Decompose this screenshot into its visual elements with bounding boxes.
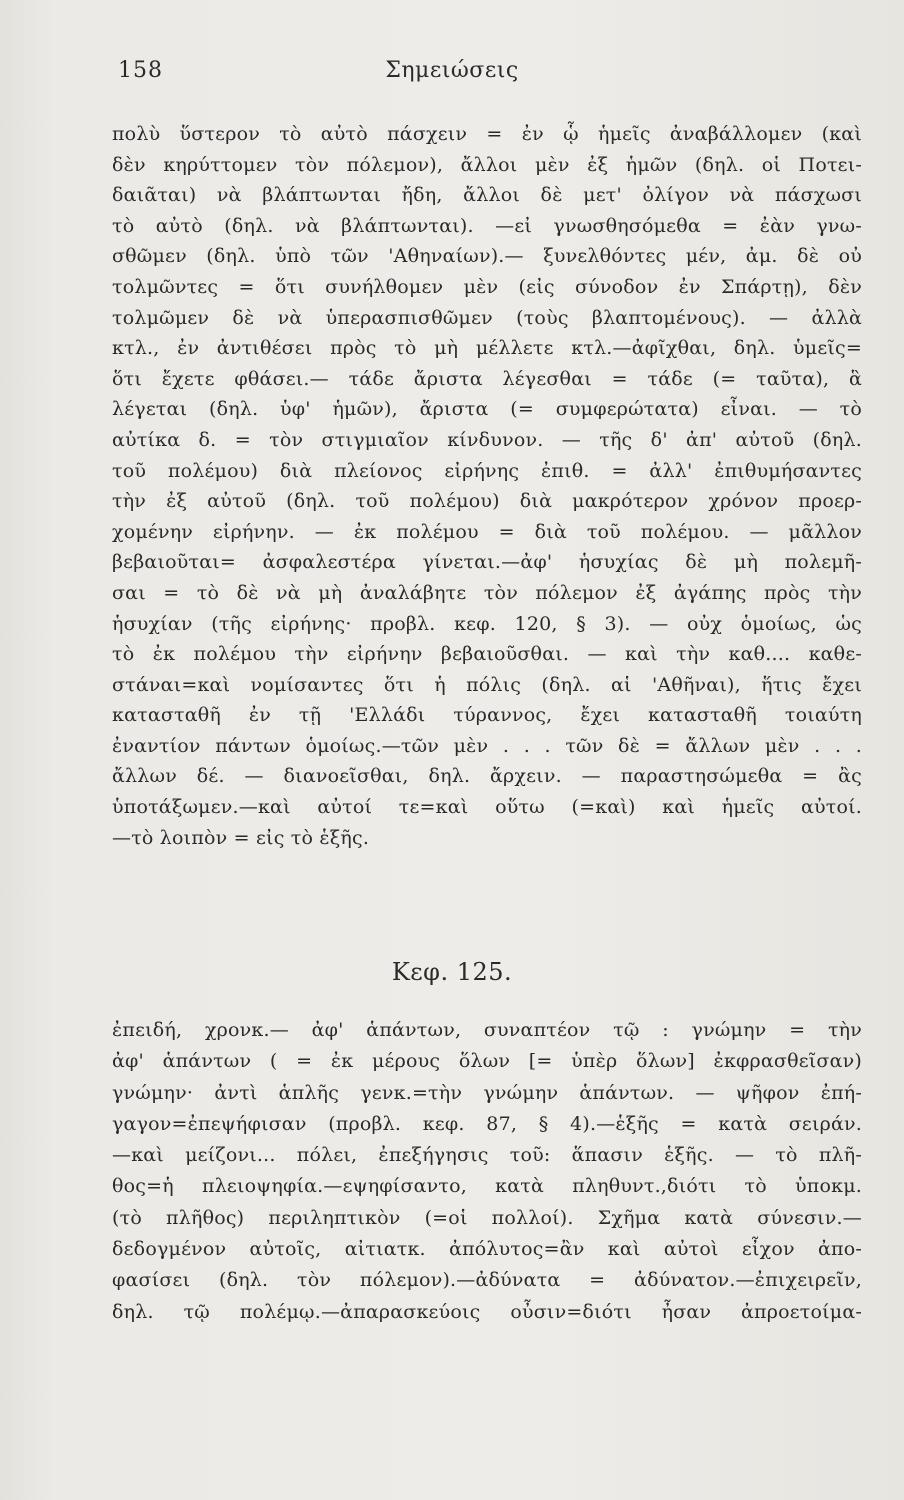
- text-line: κτλ., ἐν ἀντιθέσει πρὸς τὸ μὴ μέλλετε κτλ.—ἀφῖχθαι, δηλ. ὑμεῖς=: [112, 337, 862, 360]
- page-header: [0, 58, 904, 98]
- text-line: τολμῶμεν δὲ νὰ ὑπερασπισθῶμεν (τοὺς βλαπτομένους). — ἀλλὰ: [112, 306, 862, 329]
- text-line: σθῶμεν (δηλ. ὑπὸ τῶν 'Αθηναίων).— ξυνελθόντες μέν, ἀμ. δὲ οὐ: [112, 245, 862, 268]
- text-line: ἡσυχίαν (τῆς εἰρήνης· προβλ. κεφ. 120, § 3). — οὐχ ὁμοίως, ὡς: [112, 612, 862, 635]
- text-line: πολὺ ὕστερον τὸ αὐτὸ πάσχειν = ἐν ᾧ ἡμεῖς ἀναβάλλομεν (καὶ: [112, 123, 862, 145]
- text-line: βεβαιοῦται= ἀσφαλεστέρα γίνεται.—ἀφ' ἡσυχίας δὲ μὴ πολεμῆ-: [112, 551, 862, 574]
- text-line: θος=ἡ πλειοψηφία.—εψηφίσαντο, κατὰ πληθυντ.,διότι τὸ ὑποκμ.: [112, 1175, 862, 1198]
- text-line: αὐτίκα δ. = τὸν στιγμιαῖον κίνδυνον. — τῆς δ' ἀπ' αὐτοῦ (δηλ.: [112, 428, 862, 451]
- chapter-text-block: [112, 1015, 862, 1328]
- chapter-heading: Κεφ. 125.: [391, 958, 513, 986]
- text-line: ἀφ' ἁπάντων ( = ἐκ μέρους ὅλων [= ὑπὲρ ὅλων] ἐκφρασθεῖσαν): [112, 1050, 862, 1073]
- running-head: Σημειώσεις: [385, 58, 519, 83]
- text-line: —τὸ λοιπὸν = εἰς τὸ ἑξῆς.: [112, 826, 370, 849]
- text-line: χομένην εἰρήνην. — ἐκ πολέμου = διὰ τοῦ πολέμου. — μᾶλλον: [112, 520, 862, 543]
- text-line: δαιᾶται) νὰ βλάπτωνται ἤδη, ἄλλοι δὲ μετ' ὀλίγον νὰ πάσχωσι: [112, 184, 862, 207]
- text-line: δηλ. τῷ πολέμῳ.—ἀπαρασκεύοις οὖσιν=διότι ἦσαν ἀπροετοίμα-: [112, 1300, 862, 1323]
- text-line: κατασταθῆ ἐν τῇ 'Ελλάδι τύραννος, ἔχει κατασταθῆ τοιαύτη: [112, 704, 862, 727]
- text-line: ὅτι ἔχετε φθάσει.— τάδε ἄριστα λέγεσθαι = τάδε (= ταῦτα), ἃ: [112, 367, 862, 390]
- text-line: σαι = τὸ δὲ νὰ μὴ ἀναλάβητε τὸν πόλεμον ἐξ ἀγάπης πρὸς τὴν: [112, 581, 862, 604]
- text-line: —καὶ μείζονι... πόλει, ἐπεξήγησις τοῦ: ἅπασιν ἑξῆς. — τὸ πλῆ-: [112, 1144, 862, 1167]
- text-line: γαγον=ἐπεψήφισαν (προβλ. κεφ. 87, § 4).—ἑξῆς = κατὰ σειράν.: [112, 1112, 862, 1135]
- text-line: τὸ ἐκ πολέμου τὴν εἰρήνην βεβαιοῦσθαι. — καὶ τὴν καθ.... καθε-: [112, 643, 862, 666]
- text-line: ἐναντίον πάντων ὁμοίως.—τῶν μὲν . . . τῶν δὲ = ἄλλων μὲν . . .: [112, 734, 862, 757]
- notes-text-block: [112, 119, 862, 853]
- text-line: φασίσει (δηλ. τὸν πόλεμον).—ἀδύνατα = ἀδύνατον.—ἐπιχειρεῖν,: [112, 1269, 862, 1292]
- text-line: ὑποτάξωμεν.—καὶ αὐτοί τε=καὶ οὕτω (=καὶ) καὶ ἡμεῖς αὐτοί.: [112, 796, 862, 819]
- text-line: δεδογμένον αὐτοῖς, αἰτιατκ. ἀπόλυτος=ἂν καὶ αὐτοὶ εἶχον ἀπο-: [112, 1238, 862, 1261]
- text-line: τοῦ πολέμου) διὰ πλείονος εἰρήνης ἐπιθ. = ἀλλ' ἐπιθυμήσαντες: [112, 459, 862, 482]
- text-line: ἄλλων δέ. — διανοεῖσθαι, δηλ. ἄρχειν. — παραστησώμεθα = ἂς: [112, 765, 862, 788]
- text-line: στάναι=καὶ νομίσαντες ὅτι ἡ πόλις (δηλ. αἱ 'Αθῆναι), ἥτις ἔχει: [112, 673, 862, 696]
- text-line: γνώμην· ἀντὶ ἁπλῆς γενκ.=τὴν γνώμην ἁπάντων. — ψῆφον ἐπή-: [112, 1081, 862, 1104]
- text-line: λέγεται (δηλ. ὑφ' ἡμῶν), ἄριστα (= συμφερώτατα) εἶναι. — τὸ: [112, 398, 862, 421]
- text-line: τὸ αὐτὸ (δηλ. νὰ βλάπτωνται). —εἰ γνωσθησόμεθα = ἐὰν γνω-: [112, 214, 862, 237]
- page-number: 158: [118, 58, 163, 83]
- text-line: τολμῶντες = ὅτι συνήλθομεν μὲν (εἰς σύνοδον ἐν Σπάρτῃ), δὲν: [112, 275, 862, 298]
- text-line: (τὸ πλῆθος) περιληπτικὸν (=οἱ πολλοί). Σχῆμα κατὰ σύνεσιν.—: [112, 1206, 862, 1229]
- text-line: ἐπειδή, χρονκ.— ἀφ' ἁπάντων, συναπτέον τῷ : γνώμην = τὴν: [112, 1019, 862, 1041]
- text-line: τὴν ἐξ αὐτοῦ (δηλ. τοῦ πολέμου) διὰ μακρότερον χρόνον προερ-: [112, 490, 862, 513]
- text-line: δὲν κηρύττομεν τὸν πόλεμον), ἄλλοι μὲν ἐξ ἡμῶν (δηλ. οἱ Ποτει-: [112, 153, 862, 176]
